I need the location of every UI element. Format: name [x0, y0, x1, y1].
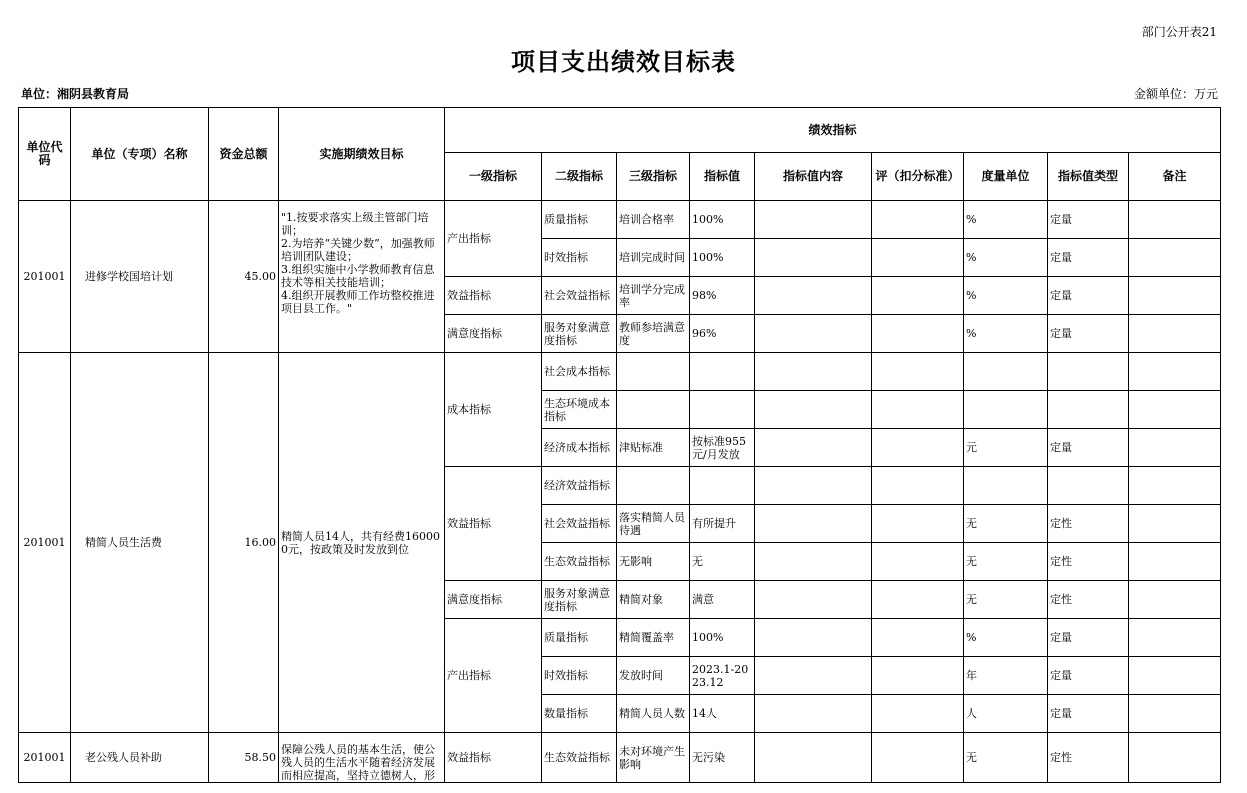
remark-cell	[1129, 467, 1221, 505]
value-cell: 98%	[690, 277, 755, 315]
col-value: 指标值	[690, 153, 755, 201]
goal-cell: "1.按要求落实上级主管部门培训； 2.为培养“关键少数”，加强教师培训团队建设； 3.组织实施中小学教师教育信息技术等相关技能培训； 4.组织开展教师工作坊整校推进项目县工作。"	[279, 201, 445, 353]
value-type-cell: 定量	[1048, 277, 1129, 315]
scoring-cell	[872, 429, 964, 467]
value-content-cell	[755, 277, 872, 315]
remark-cell	[1129, 657, 1221, 695]
level2-cell: 质量指标	[542, 201, 617, 239]
col-level2: 二级指标	[542, 153, 617, 201]
remark-cell	[1129, 695, 1221, 733]
level2-cell: 社会效益指标	[542, 277, 617, 315]
remark-cell	[1129, 201, 1221, 239]
remark-cell	[1129, 391, 1221, 429]
value-content-cell	[755, 429, 872, 467]
scoring-cell	[872, 353, 964, 391]
value-type-cell: 定性	[1048, 581, 1129, 619]
value-content-cell	[755, 581, 872, 619]
value-cell	[690, 391, 755, 429]
amount-cell: 45.00	[209, 201, 279, 353]
level3-cell: 无影响	[617, 543, 690, 581]
value-content-cell	[755, 657, 872, 695]
measure-unit-cell: %	[964, 619, 1048, 657]
value-type-cell: 定量	[1048, 315, 1129, 353]
measure-unit-cell: 无	[964, 581, 1048, 619]
level2-cell: 社会成本指标	[542, 353, 617, 391]
scoring-cell	[872, 733, 964, 783]
remark-cell	[1129, 581, 1221, 619]
goal-cell: 精简人员14人，共有经费160000元，按政策及时发放到位	[279, 353, 445, 733]
remark-cell	[1129, 315, 1221, 353]
measure-unit-cell	[964, 391, 1048, 429]
col-value-type: 指标值类型	[1048, 153, 1129, 201]
value-type-cell: 定量	[1048, 619, 1129, 657]
value-content-cell	[755, 695, 872, 733]
level1-cell: 满意度指标	[445, 581, 542, 619]
col-level1: 一级指标	[445, 153, 542, 201]
level1-cell: 产出指标	[445, 619, 542, 733]
value-cell: 96%	[690, 315, 755, 353]
measure-unit-cell: 无	[964, 543, 1048, 581]
value-type-cell: 定量	[1048, 201, 1129, 239]
level2-cell: 时效指标	[542, 239, 617, 277]
measure-unit-cell	[964, 353, 1048, 391]
level2-cell: 数量指标	[542, 695, 617, 733]
level3-cell: 津贴标准	[617, 429, 690, 467]
level3-cell: 培训完成时间	[617, 239, 690, 277]
value-type-cell	[1048, 391, 1129, 429]
measure-unit-cell	[964, 467, 1048, 505]
value-type-cell: 定性	[1048, 543, 1129, 581]
goal-cell: 保障公残人员的基本生活，使公残人员的生活水平随着经济发展而相应提高，坚持立德树人，形	[279, 733, 445, 783]
value-cell: 按标准955元/月发放	[690, 429, 755, 467]
value-type-cell: 定性	[1048, 505, 1129, 543]
remark-cell	[1129, 353, 1221, 391]
value-type-cell	[1048, 467, 1129, 505]
col-measure-unit: 度量单位	[964, 153, 1048, 201]
scoring-cell	[872, 543, 964, 581]
measure-unit-cell: 年	[964, 657, 1048, 695]
measure-unit-cell: 无	[964, 733, 1048, 783]
project-name-cell: 进修学校国培计划	[71, 201, 209, 353]
level2-cell: 质量指标	[542, 619, 617, 657]
unit-label: 单位：湘阴县教育局	[21, 87, 130, 101]
measure-unit-cell: %	[964, 201, 1048, 239]
value-content-cell	[755, 391, 872, 429]
measure-unit-cell: %	[964, 239, 1048, 277]
table-viewport[interactable]	[0, 107, 1247, 782]
level1-cell: 效益指标	[445, 277, 542, 315]
scoring-cell	[872, 657, 964, 695]
level2-cell: 经济效益指标	[542, 467, 617, 505]
value-content-cell	[755, 467, 872, 505]
value-content-cell	[755, 543, 872, 581]
scoring-cell	[872, 467, 964, 505]
scoring-cell	[872, 239, 964, 277]
remark-cell	[1129, 429, 1221, 467]
value-content-cell	[755, 619, 872, 657]
table-row	[19, 201, 1221, 239]
level3-cell: 精简对象	[617, 581, 690, 619]
col-level3: 三级指标	[617, 153, 690, 201]
value-cell: 有所提升	[690, 505, 755, 543]
scoring-cell	[872, 201, 964, 239]
value-content-cell	[755, 353, 872, 391]
remark-cell	[1129, 505, 1221, 543]
value-cell: 100%	[690, 239, 755, 277]
level1-cell: 成本指标	[445, 353, 542, 467]
level1-cell: 效益指标	[445, 733, 542, 783]
scoring-cell	[872, 505, 964, 543]
measure-unit-cell: %	[964, 315, 1048, 353]
level3-cell	[617, 353, 690, 391]
level2-cell: 服务对象满意度指标	[542, 315, 617, 353]
table-row	[19, 353, 1221, 391]
value-content-cell	[755, 505, 872, 543]
level2-cell: 服务对象满意度指标	[542, 581, 617, 619]
level3-cell: 精简人员人数	[617, 695, 690, 733]
value-type-cell: 定量	[1048, 239, 1129, 277]
level2-cell: 生态环境成本指标	[542, 391, 617, 429]
remark-cell	[1129, 543, 1221, 581]
project-name-cell: 精简人员生活费	[71, 353, 209, 733]
value-cell: 100%	[690, 619, 755, 657]
level2-cell: 经济成本指标	[542, 429, 617, 467]
value-type-cell	[1048, 353, 1129, 391]
value-cell	[690, 467, 755, 505]
value-cell: 100%	[690, 201, 755, 239]
value-cell: 14人	[690, 695, 755, 733]
level2-cell: 时效指标	[542, 657, 617, 695]
level3-cell: 发放时间	[617, 657, 690, 695]
value-type-cell: 定量	[1048, 429, 1129, 467]
scoring-cell	[872, 619, 964, 657]
unit-code-cell: 201001	[19, 201, 71, 353]
value-content-cell	[755, 315, 872, 353]
measure-unit-cell: 人	[964, 695, 1048, 733]
value-type-cell: 定量	[1048, 657, 1129, 695]
project-name-cell: 老公残人员补助	[71, 733, 209, 783]
level2-cell: 生态效益指标	[542, 543, 617, 581]
col-indicators: 绩效指标	[445, 108, 1221, 153]
level3-cell	[617, 467, 690, 505]
level3-cell: 培训合格率	[617, 201, 690, 239]
value-content-cell	[755, 201, 872, 239]
level1-cell: 产出指标	[445, 201, 542, 277]
value-cell	[690, 353, 755, 391]
col-project-name: 单位（专项）名称	[71, 108, 209, 201]
remark-cell	[1129, 277, 1221, 315]
value-cell: 满意	[690, 581, 755, 619]
table-row	[19, 733, 1221, 783]
amount-cell: 58.50	[209, 733, 279, 783]
value-cell: 无污染	[690, 733, 755, 783]
measure-unit-cell: %	[964, 277, 1048, 315]
level3-cell: 落实精简人员待遇	[617, 505, 690, 543]
table-body	[19, 201, 1221, 783]
scoring-cell	[872, 695, 964, 733]
col-value-content: 指标值内容	[755, 153, 872, 201]
amount-unit-label: 金额单位：万元	[1133, 87, 1218, 101]
remark-cell	[1129, 239, 1221, 277]
performance-table	[18, 107, 1221, 783]
remark-cell	[1129, 733, 1221, 783]
measure-unit-cell: 元	[964, 429, 1048, 467]
amount-cell: 16.00	[209, 353, 279, 733]
form-number: 部门公开表21	[1141, 25, 1217, 39]
col-total-funds: 资金总额	[209, 108, 279, 201]
scoring-cell	[872, 391, 964, 429]
value-content-cell	[755, 733, 872, 783]
col-remark: 备注	[1129, 153, 1221, 201]
value-cell: 无	[690, 543, 755, 581]
level2-cell: 生态效益指标	[542, 733, 617, 783]
unit-code-cell: 201001	[19, 353, 71, 733]
remark-cell	[1129, 619, 1221, 657]
level3-cell: 未对环境产生影响	[617, 733, 690, 783]
level1-cell: 满意度指标	[445, 315, 542, 353]
unit-code-cell: 201001	[19, 733, 71, 783]
scoring-cell	[872, 581, 964, 619]
col-scoring: 评（扣分标准）	[872, 153, 964, 201]
level3-cell: 精简覆盖率	[617, 619, 690, 657]
value-cell: 2023.1-2023.12	[690, 657, 755, 695]
col-goal: 实施期绩效目标	[279, 108, 445, 201]
level1-cell: 效益指标	[445, 467, 542, 581]
value-content-cell	[755, 239, 872, 277]
scoring-cell	[872, 315, 964, 353]
level2-cell: 社会效益指标	[542, 505, 617, 543]
measure-unit-cell: 无	[964, 505, 1048, 543]
value-type-cell: 定性	[1048, 733, 1129, 783]
value-type-cell: 定量	[1048, 695, 1129, 733]
level3-cell	[617, 391, 690, 429]
col-unit-code: 单位代码	[19, 108, 71, 201]
scoring-cell	[872, 277, 964, 315]
level3-cell: 教师参培满意度	[617, 315, 690, 353]
page-title: 项目支出绩效目标表	[511, 48, 736, 76]
level3-cell: 培训学分完成率	[617, 277, 690, 315]
